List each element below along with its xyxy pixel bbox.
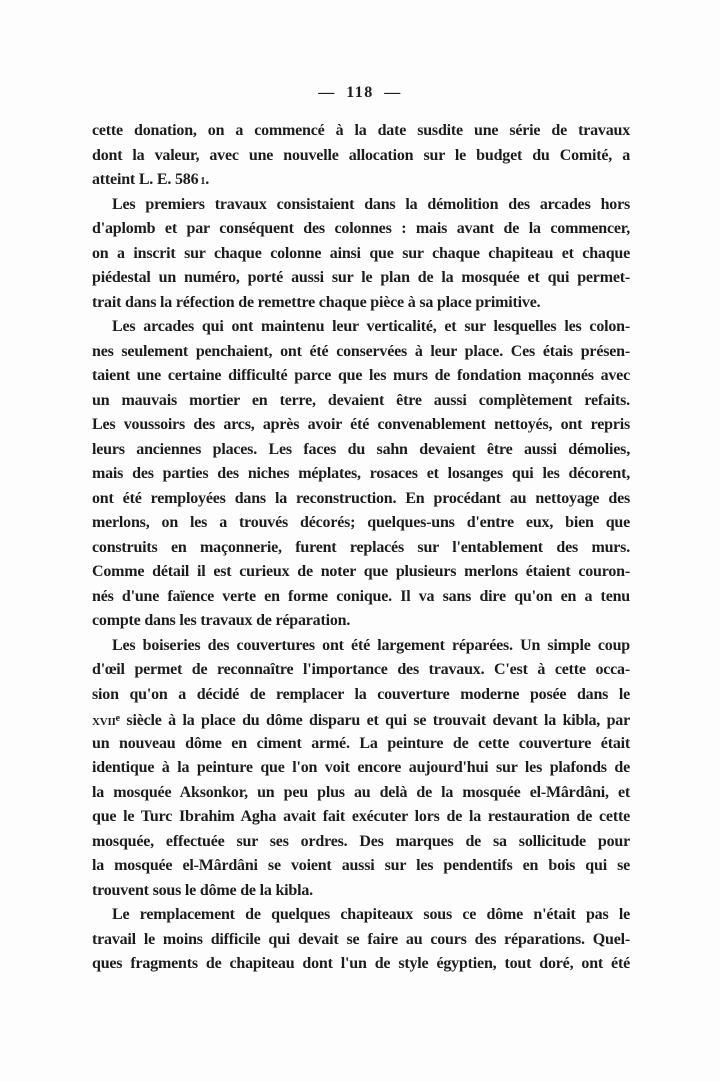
text-line-content: merlons, on les a trouvés décorés; quelques-uns d'entre eux, bien que — [92, 514, 630, 531]
text-line-content: compte dans les travaux de réparation. — [92, 612, 351, 629]
text-line-content: Les boiseries des couvertures ont été largement réparées. Un simple coup — [112, 636, 630, 654]
paragraph — [92, 193, 630, 316]
text-line-content: identique à la peinture que l'on voit encore aujourd'hui sur les plafonds de — [92, 759, 630, 776]
text-line-content: xvii$^e$ siècle à la place du dôme disparu et qui se trouvait devant la kibla, par — [92, 712, 630, 729]
paragraph — [92, 119, 630, 193]
text-line — [92, 364, 630, 389]
text-line — [92, 119, 630, 144]
text-line — [92, 315, 630, 340]
text-line-content: la mosquée Aksonkor, un peu plus au delà de la mosquée el-Mârdâni, et — [92, 783, 630, 801]
text-line — [92, 536, 630, 561]
text-line — [92, 903, 630, 928]
text-line-content: mais des parties des niches méplates, rosaces et losanges qui les décorent, — [92, 465, 630, 482]
text-line-content: Les voussoirs des arcs, après avoir été convenablement nettoyés, ont repris — [92, 416, 630, 433]
footnote-marker: 1 — [200, 176, 206, 187]
text-line — [92, 413, 630, 438]
text-line-content: taient une certaine difficulté parce que les murs de fondation maçonnés avec — [92, 367, 630, 384]
text-line — [92, 438, 630, 463]
text-line — [92, 658, 630, 683]
text-line-content: atteint L. E. 586 1. — [92, 171, 209, 188]
text-line-content: Les arcades qui ont maintenu leur verticalité, et sur lesquelles les colon- — [112, 318, 630, 335]
text-line — [92, 756, 630, 781]
text-line-content: la mosquée el-Mârdâni se voient aussi sur les pendentifs en bois qui se — [92, 857, 630, 874]
text-line — [92, 928, 630, 953]
text-line — [92, 242, 630, 267]
text-line — [92, 830, 630, 855]
text-line — [92, 879, 630, 904]
text-line-content: piédestal un numéro, porté aussi sur le plan de la mosquée et qui permet- — [92, 269, 630, 286]
text-line — [92, 683, 630, 708]
page-number: — 118 — — [318, 84, 402, 101]
text-line — [92, 340, 630, 365]
text-line — [92, 732, 630, 757]
paragraph — [92, 634, 630, 904]
text-line-content: dont la valeur, avec une nouvelle allocation sur le budget du Comité, a — [92, 146, 630, 164]
text-line — [92, 266, 630, 291]
text-line — [92, 291, 630, 316]
text-line — [92, 193, 630, 218]
text-line-content: d'œil permet de reconnaître l'importance des travaux. C'est à cette occa- — [92, 661, 630, 678]
text-line-content: Les premiers travaux consistaient dans la démolition des arcades hors — [112, 195, 630, 213]
text-line-content: trouvent sous le dôme de la kibla. — [92, 881, 313, 899]
text-line-content: trait dans la réfection de remettre chaque pièce à sa place primitive. — [92, 293, 541, 311]
text-line — [92, 609, 630, 634]
text-line — [92, 217, 630, 242]
text-line — [92, 462, 630, 487]
text-line — [92, 144, 630, 169]
text-line — [92, 781, 630, 806]
text-line-content: construits en maçonnerie, furent replacés sur l'entablement des murs. — [92, 538, 630, 556]
text-line — [92, 511, 630, 536]
paragraph — [92, 315, 630, 634]
text-line-content: leurs anciennes places. Les faces du sahn devaient être aussi démolies, — [92, 440, 630, 458]
text-line-content: Comme détail il est curieux de noter que plusieurs merlons étaient couron- — [92, 563, 630, 580]
text-line-content: d'aplomb et par conséquent des colonnes : mais avant de la commencer, — [92, 220, 630, 237]
text-line-content: ques fragments de chapiteau dont l'un de style égyptien, tout doré, ont été — [92, 955, 630, 972]
text-line-content: sion qu'on a décidé de remplacer la couverture moderne posée dans le — [92, 685, 630, 703]
text-block — [92, 119, 630, 977]
smallcaps-numeral: xvii — [92, 712, 116, 729]
text-line-content: on a inscrit sur chaque colonne ainsi que sur chaque chapiteau et chaque — [92, 244, 630, 262]
superscript: e — [115, 713, 120, 724]
text-line — [92, 168, 630, 193]
text-line-content: ont été remployées dans la reconstruction. En procédant au nettoyage des — [92, 489, 630, 507]
text-line — [92, 707, 630, 732]
text-line — [92, 487, 630, 512]
text-line — [92, 805, 630, 830]
text-line — [92, 854, 630, 879]
text-line — [92, 389, 630, 414]
text-line-content: cette donation, on a commencé à la date susdite une série de travaux — [92, 122, 630, 139]
text-line-content: un mauvais mortier en terre, devaient être aussi complètement refaits. — [92, 391, 630, 409]
text-line — [92, 585, 630, 610]
text-line — [92, 952, 630, 977]
text-line-content: nés d'une faïence verte en forme conique. Il va sans dire qu'on en a tenu — [92, 587, 630, 605]
text-line — [92, 560, 630, 585]
text-line-content: un nouveau dôme en ciment armé. La peinture de cette couverture était — [92, 734, 630, 752]
text-line — [92, 634, 630, 659]
text-line-content: travail le moins difficile qui devait se faire au cours des réparations. Quel- — [92, 930, 630, 948]
text-line-content: mosquée, effectuée sur ses ordres. Des marques de sa sollicitude pour — [92, 832, 630, 850]
text-line-content: que le Turc Ibrahim Agha avait fait exécuter lors de la restauration de cette — [92, 808, 630, 825]
text-line-content: nes seulement penchaient, ont été conservées à leur place. Ces étais présen- — [92, 342, 630, 360]
paragraph — [92, 903, 630, 977]
text-line-content: Le remplacement de quelques chapiteaux sous ce dôme n'était pas le — [112, 906, 630, 923]
